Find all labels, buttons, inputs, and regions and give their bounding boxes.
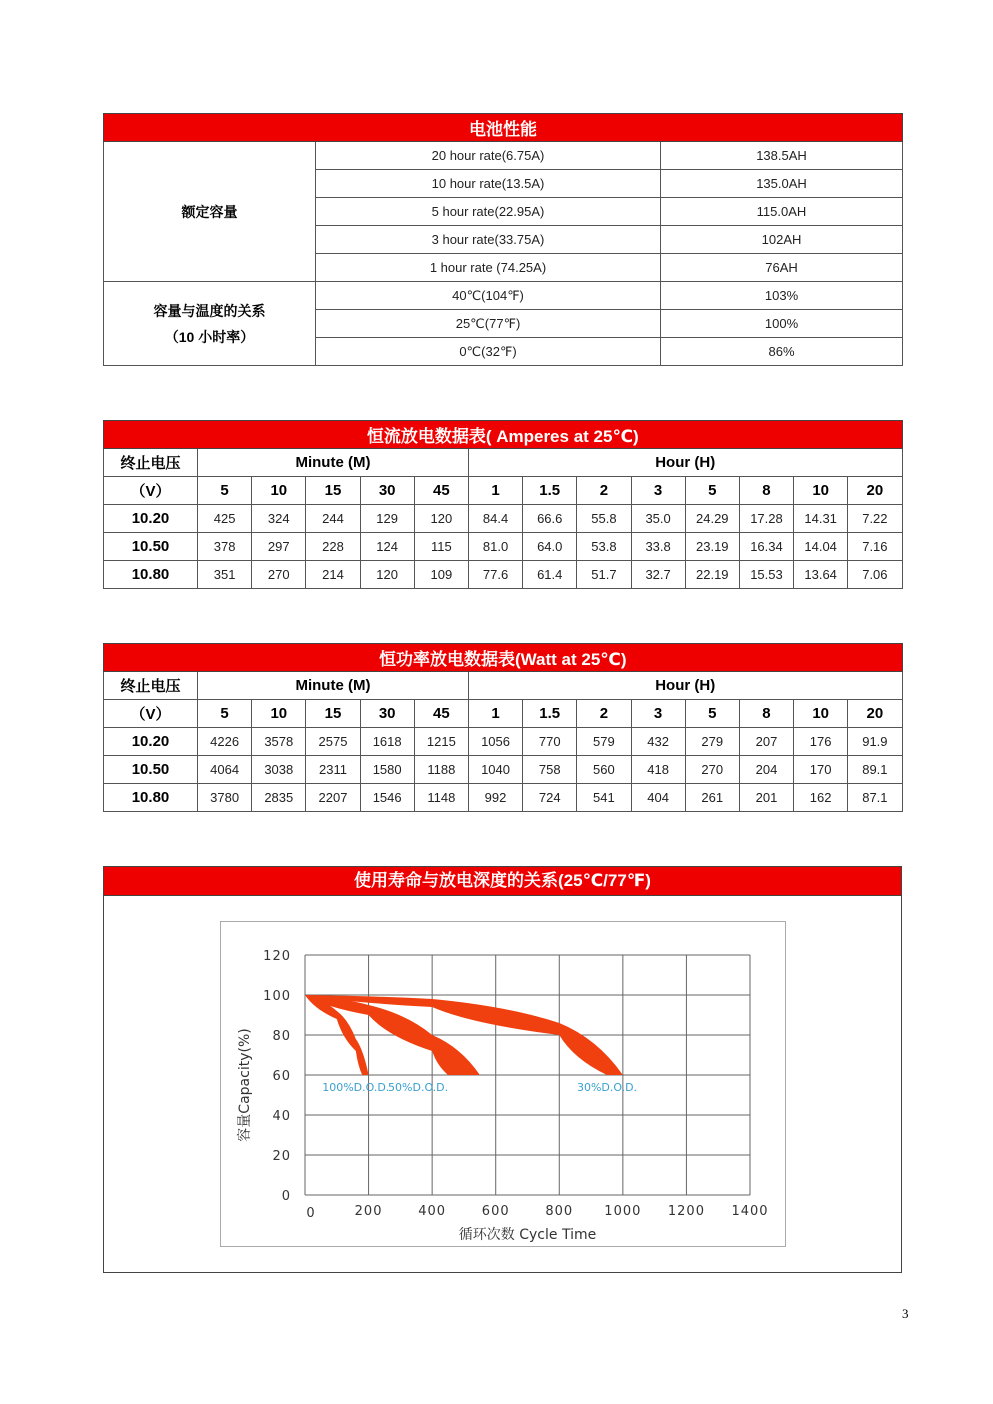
value-cell: 3578 <box>252 728 306 756</box>
y-tick-label: 120 <box>263 949 291 964</box>
value-cell: 77.6 <box>468 561 522 589</box>
voltage-cell: 10.80 <box>104 561 198 589</box>
hour-group-header: Hour (H) <box>468 672 902 700</box>
table-title: 恒流放电数据表( Amperes at 25℃) <box>104 421 903 449</box>
value-cell: 3780 <box>198 784 252 812</box>
column-header: 15 <box>306 700 360 728</box>
y-tick-label: 80 <box>272 1029 291 1044</box>
value-cell: 33.8 <box>631 533 685 561</box>
value-cell: 425 <box>198 505 252 533</box>
y-axis-label: 容量Capacity(%) <box>237 1028 253 1142</box>
value-cell: 138.5AH <box>661 142 903 170</box>
voltage-cell: 10.20 <box>104 728 198 756</box>
table-row <box>104 561 903 589</box>
column-header: 5 <box>685 700 739 728</box>
value-cell: 14.04 <box>794 533 848 561</box>
value-cell: 2835 <box>252 784 306 812</box>
temp-cell: 25℃(77℉) <box>316 310 661 338</box>
value-cell: 1040 <box>468 756 522 784</box>
value-cell: 261 <box>685 784 739 812</box>
value-cell: 770 <box>523 728 577 756</box>
value-cell: 32.7 <box>631 561 685 589</box>
value-cell: 16.34 <box>739 533 793 561</box>
value-cell: 61.4 <box>523 561 577 589</box>
column-header: 5 <box>198 700 252 728</box>
rated-capacity-label: 额定容量 <box>104 142 316 282</box>
value-cell: 17.28 <box>739 505 793 533</box>
value-cell: 14.31 <box>794 505 848 533</box>
voltage-label: 终止电压 <box>104 672 198 700</box>
value-cell: 91.9 <box>848 728 902 756</box>
y-tick-label: 100 <box>263 989 291 1004</box>
value-cell: 64.0 <box>523 533 577 561</box>
value-cell: 297 <box>252 533 306 561</box>
table-row <box>104 505 903 533</box>
column-header: 3 <box>631 477 685 505</box>
x-tick-label: 400 <box>418 1204 447 1219</box>
value-cell: 129 <box>360 505 414 533</box>
temp-label-line2: （10 小时率） <box>164 328 255 345</box>
x-tick-label: 200 <box>354 1204 383 1219</box>
constant-power-table <box>103 643 903 812</box>
value-cell: 4064 <box>198 756 252 784</box>
value-cell: 115.0AH <box>661 198 903 226</box>
value-cell: 432 <box>631 728 685 756</box>
value-cell: 279 <box>685 728 739 756</box>
temp-label-line1: 容量与温度的关系 <box>153 302 266 319</box>
x-axis-label: 循环次数 Cycle Time <box>458 1227 597 1243</box>
value-cell: 162 <box>794 784 848 812</box>
column-header: 30 <box>360 700 414 728</box>
value-cell: 207 <box>739 728 793 756</box>
chart-frame <box>220 921 786 1247</box>
value-cell: 1056 <box>468 728 522 756</box>
x-tick-label: 1000 <box>604 1204 642 1219</box>
voltage-unit: （V） <box>104 477 198 505</box>
value-cell: 51.7 <box>577 561 631 589</box>
value-cell: 7.22 <box>848 505 902 533</box>
dod-label: 50%D.O.D. <box>388 1081 449 1094</box>
battery-performance-table <box>103 113 903 366</box>
y-tick-label: 20 <box>272 1149 291 1164</box>
column-header: 1.5 <box>523 700 577 728</box>
column-header: 2 <box>577 477 631 505</box>
value-cell: 1580 <box>360 756 414 784</box>
value-cell: 86% <box>661 338 903 366</box>
y-tick-label: 40 <box>272 1109 291 1124</box>
value-cell: 13.64 <box>794 561 848 589</box>
rate-cell: 1 hour rate (74.25A) <box>316 254 661 282</box>
rate-cell: 3 hour rate(33.75A) <box>316 226 661 254</box>
column-header: 20 <box>848 700 902 728</box>
column-header: 15 <box>306 477 360 505</box>
value-cell: 270 <box>685 756 739 784</box>
y-tick-label: 60 <box>272 1069 291 1084</box>
rate-cell: 5 hour rate(22.95A) <box>316 198 661 226</box>
y-tick-label: 0 <box>281 1189 291 1204</box>
column-header: 8 <box>739 700 793 728</box>
value-cell: 541 <box>577 784 631 812</box>
value-cell: 228 <box>306 533 360 561</box>
value-cell: 135.0AH <box>661 170 903 198</box>
value-cell: 176 <box>794 728 848 756</box>
value-cell: 7.16 <box>848 533 902 561</box>
column-header: 1 <box>468 700 522 728</box>
value-cell: 1215 <box>414 728 468 756</box>
value-cell: 170 <box>794 756 848 784</box>
column-header: 45 <box>414 477 468 505</box>
voltage-unit: （V） <box>104 700 198 728</box>
value-cell: 23.19 <box>685 533 739 561</box>
value-cell: 992 <box>468 784 522 812</box>
table-title: 恒功率放电数据表(Watt at 25℃) <box>104 644 903 672</box>
dod-label: 30%D.O.D. <box>576 1081 638 1094</box>
value-cell: 109 <box>414 561 468 589</box>
page-number: 3 <box>902 1306 909 1321</box>
value-cell: 758 <box>523 756 577 784</box>
value-cell: 3038 <box>252 756 306 784</box>
value-cell: 201 <box>739 784 793 812</box>
column-header: 1.5 <box>523 477 577 505</box>
value-cell: 87.1 <box>848 784 902 812</box>
value-cell: 24.29 <box>685 505 739 533</box>
table-row <box>104 784 903 812</box>
value-cell: 244 <box>306 505 360 533</box>
value-cell: 270 <box>252 561 306 589</box>
value-cell: 84.4 <box>468 505 522 533</box>
temp-cell: 0℃(32℉) <box>316 338 661 366</box>
value-cell: 120 <box>414 505 468 533</box>
value-cell: 378 <box>198 533 252 561</box>
column-header: 10 <box>252 477 306 505</box>
value-cell: 124 <box>360 533 414 561</box>
value-cell: 15.53 <box>739 561 793 589</box>
value-cell: 1546 <box>360 784 414 812</box>
column-header: 5 <box>685 477 739 505</box>
table-row <box>104 756 903 784</box>
column-header: 45 <box>414 700 468 728</box>
column-header: 3 <box>631 700 685 728</box>
column-header: 10 <box>252 700 306 728</box>
column-header: 8 <box>739 477 793 505</box>
value-cell: 55.8 <box>577 505 631 533</box>
value-cell: 100% <box>661 310 903 338</box>
value-cell: 2575 <box>306 728 360 756</box>
cycle-life-chart <box>221 922 785 1246</box>
value-cell: 76AH <box>661 254 903 282</box>
column-header: 5 <box>198 477 252 505</box>
rate-cell: 20 hour rate(6.75A) <box>316 142 661 170</box>
value-cell: 89.1 <box>848 756 902 784</box>
voltage-label: 终止电压 <box>104 449 198 477</box>
value-cell: 22.19 <box>685 561 739 589</box>
value-cell: 4226 <box>198 728 252 756</box>
x-tick-label: 1200 <box>667 1204 705 1219</box>
value-cell: 214 <box>306 561 360 589</box>
value-cell: 115 <box>414 533 468 561</box>
column-header: 20 <box>848 477 902 505</box>
value-cell: 102AH <box>661 226 903 254</box>
value-cell: 404 <box>631 784 685 812</box>
value-cell: 560 <box>577 756 631 784</box>
x-tick-label: 800 <box>545 1204 574 1219</box>
value-cell: 2207 <box>306 784 360 812</box>
value-cell: 66.6 <box>523 505 577 533</box>
column-header: 10 <box>794 700 848 728</box>
hour-group-header: Hour (H) <box>468 449 902 477</box>
value-cell: 324 <box>252 505 306 533</box>
value-cell: 418 <box>631 756 685 784</box>
dod-label: 100%D.O.D. <box>322 1081 390 1094</box>
column-header: 2 <box>577 700 631 728</box>
x-tick-label: 600 <box>481 1204 510 1219</box>
value-cell: 204 <box>739 756 793 784</box>
temp-capacity-label <box>104 282 316 366</box>
value-cell: 2311 <box>306 756 360 784</box>
value-cell: 53.8 <box>577 533 631 561</box>
voltage-cell: 10.50 <box>104 533 198 561</box>
cycle-life-section <box>103 866 902 1273</box>
value-cell: 1618 <box>360 728 414 756</box>
value-cell: 724 <box>523 784 577 812</box>
section-title: 使用寿命与放电深度的关系(25℃/77℉) <box>104 867 901 896</box>
value-cell: 1188 <box>414 756 468 784</box>
temp-cell: 40℃(104℉) <box>316 282 661 310</box>
value-cell: 103% <box>661 282 903 310</box>
value-cell: 579 <box>577 728 631 756</box>
column-header: 10 <box>794 477 848 505</box>
constant-current-table <box>103 420 903 589</box>
value-cell: 7.06 <box>848 561 902 589</box>
value-cell: 35.0 <box>631 505 685 533</box>
value-cell: 351 <box>198 561 252 589</box>
column-header: 1 <box>468 477 522 505</box>
voltage-cell: 10.50 <box>104 756 198 784</box>
table-row <box>104 728 903 756</box>
x-tick-label: 0 <box>306 1206 316 1221</box>
value-cell: 81.0 <box>468 533 522 561</box>
value-cell: 1148 <box>414 784 468 812</box>
column-header: 30 <box>360 477 414 505</box>
value-cell: 120 <box>360 561 414 589</box>
voltage-cell: 10.80 <box>104 784 198 812</box>
minute-group-header: Minute (M) <box>198 449 469 477</box>
x-tick-label: 1400 <box>731 1204 769 1219</box>
table-title: 电池性能 <box>104 114 903 142</box>
rate-cell: 10 hour rate(13.5A) <box>316 170 661 198</box>
table-row <box>104 533 903 561</box>
voltage-cell: 10.20 <box>104 505 198 533</box>
minute-group-header: Minute (M) <box>198 672 469 700</box>
